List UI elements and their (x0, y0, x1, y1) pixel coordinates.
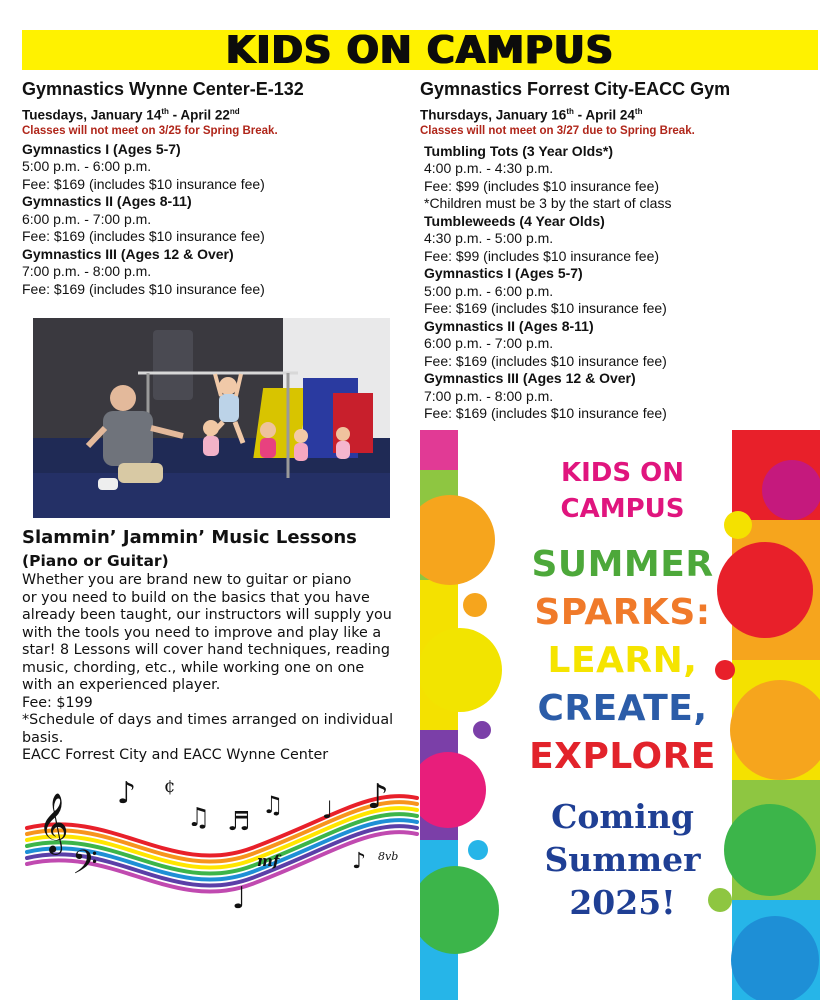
promo-word-summer: SUMMER (531, 544, 714, 585)
class-fee: Fee: $169 (includes $10 insurance fee) (424, 300, 667, 316)
music-lessons-section (22, 527, 420, 765)
class-time: 4:00 p.m. - 4:30 p.m. (424, 160, 554, 176)
dynamic-marking: mf (257, 852, 280, 870)
rainbow-music-staff-illustration (22, 768, 422, 918)
promo-summer: Summer (544, 840, 701, 879)
gym-scene-illustration (33, 318, 390, 518)
class-time: 5:00 p.m. - 6:00 p.m. (424, 282, 554, 299)
class-time: 5:00 p.m. - 6:00 p.m. (22, 158, 152, 174)
music-note-icon: ♪ (117, 776, 137, 811)
music-line: *Schedule of days and times arranged on individual (22, 712, 394, 728)
music-note-icon: ♬ (227, 807, 251, 837)
music-line: Whether you are brand new to guitar or piano (22, 572, 352, 588)
class-block (420, 265, 830, 318)
class-name: Tumbleweeds (4 Year Olds) (424, 212, 605, 229)
class-block (22, 193, 412, 246)
music-line: EACC Forrest City and EACC Wynne Center (22, 747, 329, 763)
music-note-icon: ♪ (367, 777, 389, 817)
class-time: 7:00 p.m. - 8:00 p.m. (22, 263, 152, 279)
forrest-city-gymnastics-section (420, 78, 830, 423)
music-line: music, chording, etc., while working one on one (22, 659, 365, 676)
promo-coming: Coming (551, 797, 694, 836)
music-description (22, 572, 420, 765)
class-block (420, 370, 830, 423)
class-fee: Fee: $169 (includes $10 insurance fee) (22, 175, 265, 192)
music-note-icon: ♪ (352, 849, 367, 874)
class-block (22, 141, 412, 194)
music-title: Slammin’ Jammin’ Music Lessons (22, 527, 357, 548)
class-block (420, 143, 830, 213)
wynne-gymnastics-section (22, 78, 412, 298)
class-extra-note: *Children must be 3 by the start of class (424, 195, 672, 211)
music-note-icon: ♩ (322, 796, 334, 824)
section-dates: Tuesdays, January 14th - April 22nd (22, 107, 240, 123)
gymnastics-photo (33, 318, 390, 518)
music-line: star! 8 Lessons will cover hand techniques, reading (22, 642, 390, 658)
class-time: 4:30 p.m. - 5:00 p.m. (424, 230, 554, 246)
class-fee: Fee: $169 (includes $10 insurance fee) (424, 352, 667, 369)
class-fee: Fee: $169 (includes $10 insurance fee) (22, 280, 265, 297)
class-fee: Fee: $99 (includes $10 insurance fee) (424, 247, 660, 264)
section-title: Gymnastics Wynne Center-E-132 (22, 79, 304, 99)
promo-kids-line2: CAMPUS (560, 494, 685, 524)
music-subtitle: (Piano or Guitar) (22, 552, 169, 570)
class-block (420, 213, 830, 266)
music-line: Fee: $199 (22, 694, 93, 711)
bass-clef-icon: 𝄢 (72, 844, 98, 890)
music-line: basis. (22, 729, 64, 746)
class-name: Gymnastics I (Ages 5-7) (424, 265, 583, 281)
class-name: Gymnastics II (Ages 8-11) (22, 193, 192, 209)
music-note-icon: ♫ (262, 791, 284, 819)
treble-clef-icon: 𝄞 (38, 793, 69, 853)
music-line: or you need to build on the basics that you have (22, 589, 370, 606)
section-note: Classes will not meet on 3/25 for Spring Break. (22, 124, 278, 137)
class-time: 6:00 p.m. - 7:00 p.m. (424, 335, 554, 351)
class-block (22, 246, 412, 299)
promo-kids-line1: KIDS ON (560, 458, 685, 488)
class-block (420, 318, 830, 371)
promo-word-sparks: SPARKS: (534, 592, 711, 633)
class-name: Gymnastics III (Ages 12 & Over) (22, 245, 234, 262)
page-title: KIDS ON CAMPUS (225, 28, 615, 72)
header-banner (22, 30, 818, 70)
music-note-icon: ♫ (187, 803, 211, 833)
music-line: with an experienced player. (22, 677, 221, 693)
class-time: 6:00 p.m. - 7:00 p.m. (22, 210, 152, 227)
promo-year: 2025! (569, 883, 676, 922)
class-fee: Fee: $169 (includes $10 insurance fee) (424, 405, 667, 421)
class-fee: Fee: $99 (includes $10 insurance fee) (424, 177, 660, 194)
promo-word-create: CREATE, (537, 688, 708, 729)
section-dates: Thursdays, January 16th - April 24th (420, 107, 643, 123)
promo-word-explore: EXPLORE (529, 736, 716, 777)
class-name: Gymnastics I (Ages 5-7) (22, 140, 181, 157)
class-name: Gymnastics III (Ages 12 & Over) (424, 370, 636, 386)
section-title: Gymnastics Forrest City-EACC Gym (420, 79, 731, 99)
promo-word-learn: LEARN, (547, 640, 698, 681)
common-time-icon: ¢ (164, 776, 176, 797)
class-name: Gymnastics II (Ages 8-11) (424, 317, 594, 334)
class-name: Tumbling Tots (3 Year Olds*) (424, 142, 614, 159)
octave-marking: 8vb (378, 850, 399, 863)
music-line: with the tools you need to improve and play like a (22, 624, 382, 641)
class-fee: Fee: $169 (includes $10 insurance fee) (22, 228, 265, 244)
class-time: 7:00 p.m. - 8:00 p.m. (424, 387, 554, 404)
music-line: already been taught, our instructors will supply you (22, 607, 392, 623)
section-note: Classes will not meet on 3/27 due to Spring Break. (420, 124, 695, 137)
music-note-icon: ♩ (232, 881, 247, 916)
summer-sparks-promo (505, 455, 740, 924)
